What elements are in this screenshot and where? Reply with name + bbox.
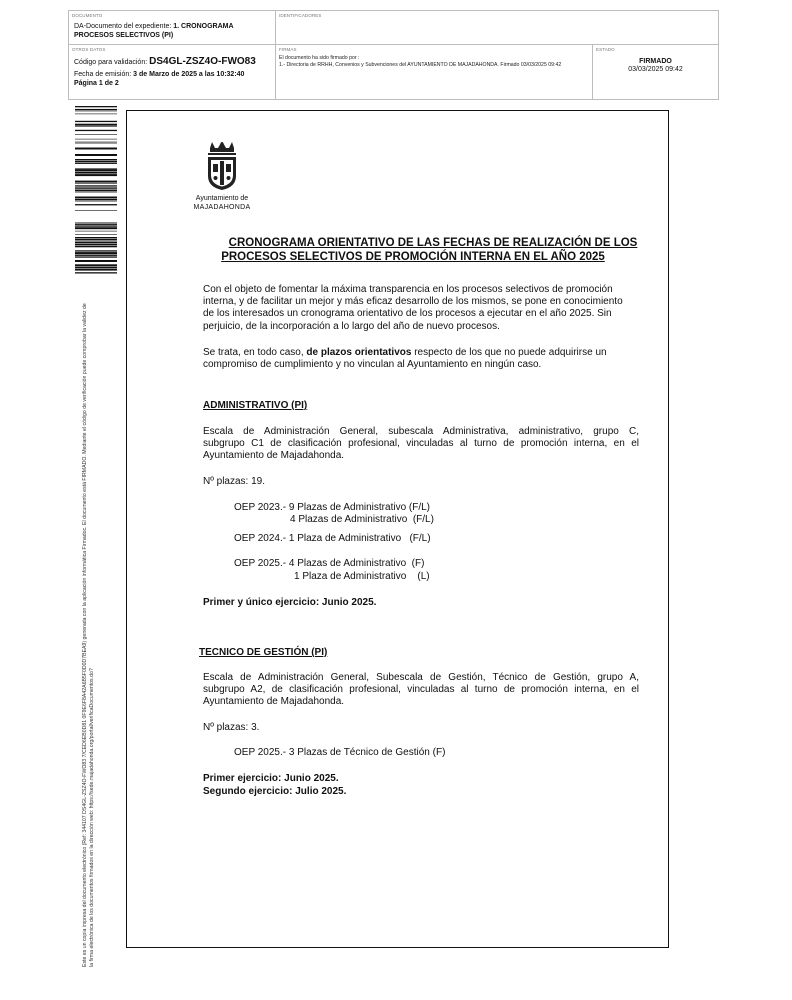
logo-text-line1: Ayuntamiento de [195, 195, 249, 202]
otros-label: OTROS DATOS [72, 47, 106, 52]
otros-datos-cell [69, 45, 276, 100]
codigo-validacion: Código para validación: DS4GL-ZSZ4O-FWO83 [74, 56, 256, 67]
intro-paragraph: Con el objeto de fomentar la máxima transparencia en los procesos selectivos de promoción interna, y de facilitar un mejor y más eficaz desarrollo de los mismos, se pone en conocimiento de los interesados un cronograma orientativo de los procesos a ejecutar en el año 2025. Sin perjuicio, de la incorporación a lo largo del año de nuevo procesos. [203, 284, 623, 332]
estado-value: FIRMADO [639, 58, 672, 65]
admin-heading: ADMINISTRATIVO (PI) [203, 400, 308, 411]
identificadores-cell [276, 11, 718, 45]
documento-value: DA-Documento del expediente: 1. CRONOGRAMA PROCESOS SELECTIVOS (PI) [74, 23, 234, 39]
firmas-label: FIRMAS [279, 47, 297, 52]
admin-ejercicio: Primer y único ejercicio: Junio 2025. [203, 597, 377, 608]
admin-plazas: Nº plazas: 19. [203, 476, 266, 487]
tecnico-plazas: Nº plazas: 3. [203, 722, 260, 733]
firmas-text: El documento ha sido firmado por : 1.- Directoria de RRHH, Convenios y Subvenciones del AYUNTAMIENTO DE MAJADAHONDA. Firmado 03/03/2025 09:42 [279, 55, 562, 68]
logo-text-line2: MAJADAHONDA [193, 204, 251, 211]
document-title-line2: PROCESOS SELECTIVOS DE PROMOCIÓN INTERNA EN EL AÑO 2025 [221, 251, 605, 263]
verification-side-text: Este es un copia impresa del documento electrónico (Ref: 344107 DS4GL-ZSZ4O-FWO83 7/CED6EB0D81 0F9E6F8A42A6B5F0D0D7BEA9) generada con la aplicación informática Firmadoc. El documento está FIRMADO. Mediante el código de verificación puede comprobar la validez de la firma electrónica de los documentos firmados en la dirección web: https://sede.majadahonda.org/portal/verificaDocumentos.do? [82, 303, 95, 967]
signature-header [68, 10, 719, 100]
tecnico-heading: TECNICO DE GESTIÓN (PI) [199, 647, 328, 658]
estado-cell [593, 45, 718, 100]
tecnico-ejercicio-2: Segundo ejercicio: Julio 2025. [203, 786, 347, 797]
fecha-emision: Fecha de emisión: 3 de Marzo de 2025 a las 10:32:40 [74, 71, 245, 78]
tecnico-oep-2025: OEP 2025.- 3 Plazas de Técnico de Gestión (F) [234, 747, 446, 758]
admin-oep-2024: OEP 2024.- 1 Plaza de Administrativo (F/L) [234, 533, 431, 544]
admin-oep-2023-b: 4 Plazas de Administrativo (F/L) [290, 514, 434, 525]
tecnico-description: Escala de Administración General, Subescala de Gestión, Técnico de Gestión, grupo A, subgrupo A2, de clasificación profesional, vinculadas al turno de promoción interna, en el Ayuntamiento de Majadahonda. [203, 672, 639, 708]
estado-date: 03/03/2025 09:42 [628, 66, 683, 73]
estado-label: ESTADO [596, 47, 615, 52]
admin-description: Escala de Administración General, subescala Administrativa, administrativo, grupo C, subgrupo C1 de clasificación profesional, vinculadas al turno de promoción interna, en el Ayuntamiento de Majadahonda. [203, 426, 639, 462]
pagina: Página 1 de 2 [74, 80, 119, 87]
admin-oep-2023: OEP 2023.- 9 Plazas de Administrativo (F/L) [234, 502, 431, 513]
tecnico-ejercicio-1: Primer ejercicio: Junio 2025. [203, 773, 339, 784]
documento-label: DOCUMENTO [72, 13, 103, 18]
admin-oep-2025: OEP 2025.- 4 Plazas de Administrativo (F) [234, 558, 425, 569]
note-paragraph: Se trata, en todo caso, de plazos orientativos respecto de los que no puede adquirirse un compromiso de cumplimiento y no vinculan al Ayuntamiento en ningún caso. [203, 347, 607, 371]
identificadores-label: IDENTIFICADORES [279, 13, 322, 18]
documento-cell [69, 11, 276, 45]
admin-oep-2025-b: 1 Plaza de Administrativo (L) [294, 571, 430, 582]
barcode-icon [75, 106, 117, 274]
document-title-line1: CRONOGRAMA ORIENTATIVO DE LAS FECHAS DE REALIZACIÓN DE LOS [228, 237, 638, 249]
firmas-cell [276, 45, 593, 100]
